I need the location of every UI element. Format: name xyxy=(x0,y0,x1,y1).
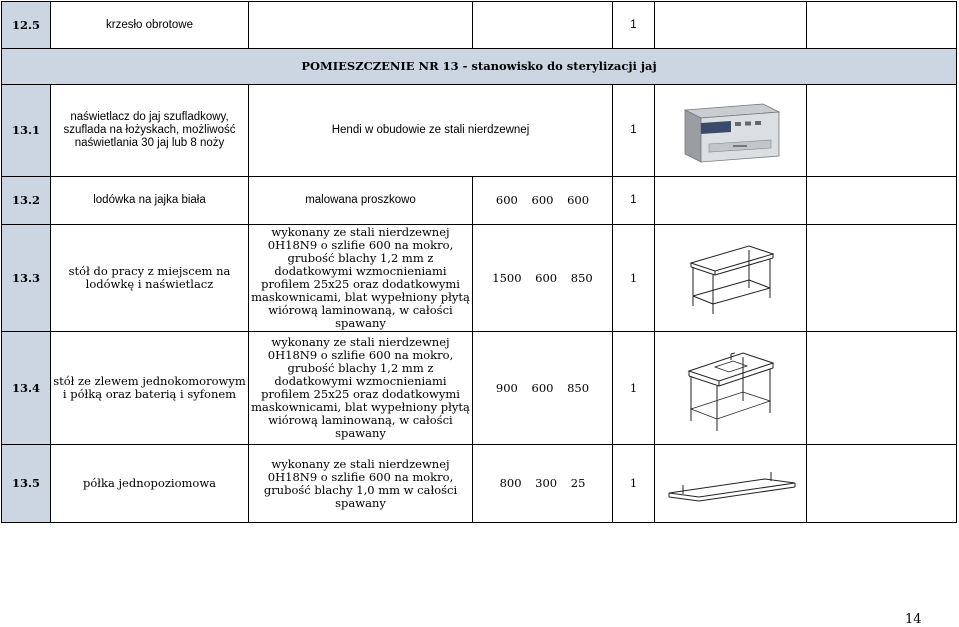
item-image-cell xyxy=(655,2,807,49)
equipment-spec-table xyxy=(1,1,957,523)
table-row xyxy=(2,85,957,177)
item-description: Hendi w obudowie ze stali nierdzewnej xyxy=(249,85,613,177)
table-row xyxy=(2,445,957,523)
empty-cell xyxy=(807,2,957,49)
item-description: wykonany ze stali nierdzewnej 0H18N9 o szlifie 600 na mokro, grubość blachy 1,2 mm z dodatkowymi wzmocnieniami profilem 25x25 oraz dodatkowymi maskownicami, blat wypełniony płytą wiórową laminowaną, w całości spawany xyxy=(249,332,473,445)
item-number: 13.1 xyxy=(2,85,51,177)
uv-egg-steriliser-image xyxy=(671,96,791,166)
item-image-cell xyxy=(655,445,807,523)
item-name: naświetlacz do jaj szufladkowy, szuflada na łożyskach, możliwość naświetlania 30 jaj lub 8 noży xyxy=(51,85,249,177)
item-description xyxy=(249,2,473,49)
item-name: stół ze zlewem jednokomorowym i półką oraz baterią i syfonem xyxy=(51,332,249,445)
item-description: wykonany ze stali nierdzewnej 0H18N9 o szlifie 600 na mokro, grubość blachy 1,2 mm z dodatkowymi wzmocnieniami profilem 25x25 oraz dodatkowymi maskownicami, blat wypełniony płytą wiórową laminowaną, w całości spawany xyxy=(249,225,473,332)
item-name: lodówka na jajka biała xyxy=(51,177,249,225)
empty-cell xyxy=(807,177,957,225)
empty-cell xyxy=(807,445,957,523)
item-dimensions: 900 600 850 xyxy=(473,332,613,445)
section-row xyxy=(2,49,957,85)
item-quantity: 1 xyxy=(613,445,655,523)
table-row xyxy=(2,225,957,332)
empty-cell xyxy=(807,332,957,445)
item-number: 13.3 xyxy=(2,225,51,332)
item-dimensions xyxy=(473,2,613,49)
item-dimensions: 800 300 25 xyxy=(473,445,613,523)
section-heading: POMIESZCZENIE NR 13 - stanowisko do sterylizacji jaj xyxy=(2,49,957,85)
item-quantity: 1 xyxy=(613,332,655,445)
item-dimensions: 1500 600 850 xyxy=(473,225,613,332)
item-image-cell xyxy=(655,225,807,332)
table-row xyxy=(2,2,957,49)
item-quantity: 1 xyxy=(613,225,655,332)
page-number: 14 xyxy=(905,612,922,627)
item-number: 13.2 xyxy=(2,177,51,225)
item-name: krzesło obrotowe xyxy=(51,2,249,49)
item-quantity: 1 xyxy=(613,2,655,49)
item-name: stół do pracy z miejscem na lodówkę i naświetlacz xyxy=(51,225,249,332)
item-number: 13.5 xyxy=(2,445,51,523)
item-image-cell xyxy=(655,177,807,225)
item-quantity: 1 xyxy=(613,177,655,225)
item-number: 13.4 xyxy=(2,332,51,445)
empty-cell xyxy=(807,85,957,177)
item-image-cell xyxy=(655,332,807,445)
sink-table-image xyxy=(681,343,781,433)
item-number: 12.5 xyxy=(2,2,51,49)
table-row xyxy=(2,332,957,445)
work-table-image xyxy=(681,238,781,318)
item-description: wykonany ze stali nierdzewnej 0H18N9 o szlifie 600 na mokro, grubość blachy 1,0 mm w całości spawany xyxy=(249,445,473,523)
wall-shelf-image xyxy=(661,459,801,509)
item-dimensions: 600 600 600 xyxy=(473,177,613,225)
item-description: malowana proszkowo xyxy=(249,177,473,225)
item-name: półka jednopoziomowa xyxy=(51,445,249,523)
item-image-cell xyxy=(655,85,807,177)
item-quantity: 1 xyxy=(613,85,655,177)
table-row xyxy=(2,177,957,225)
empty-cell xyxy=(807,225,957,332)
